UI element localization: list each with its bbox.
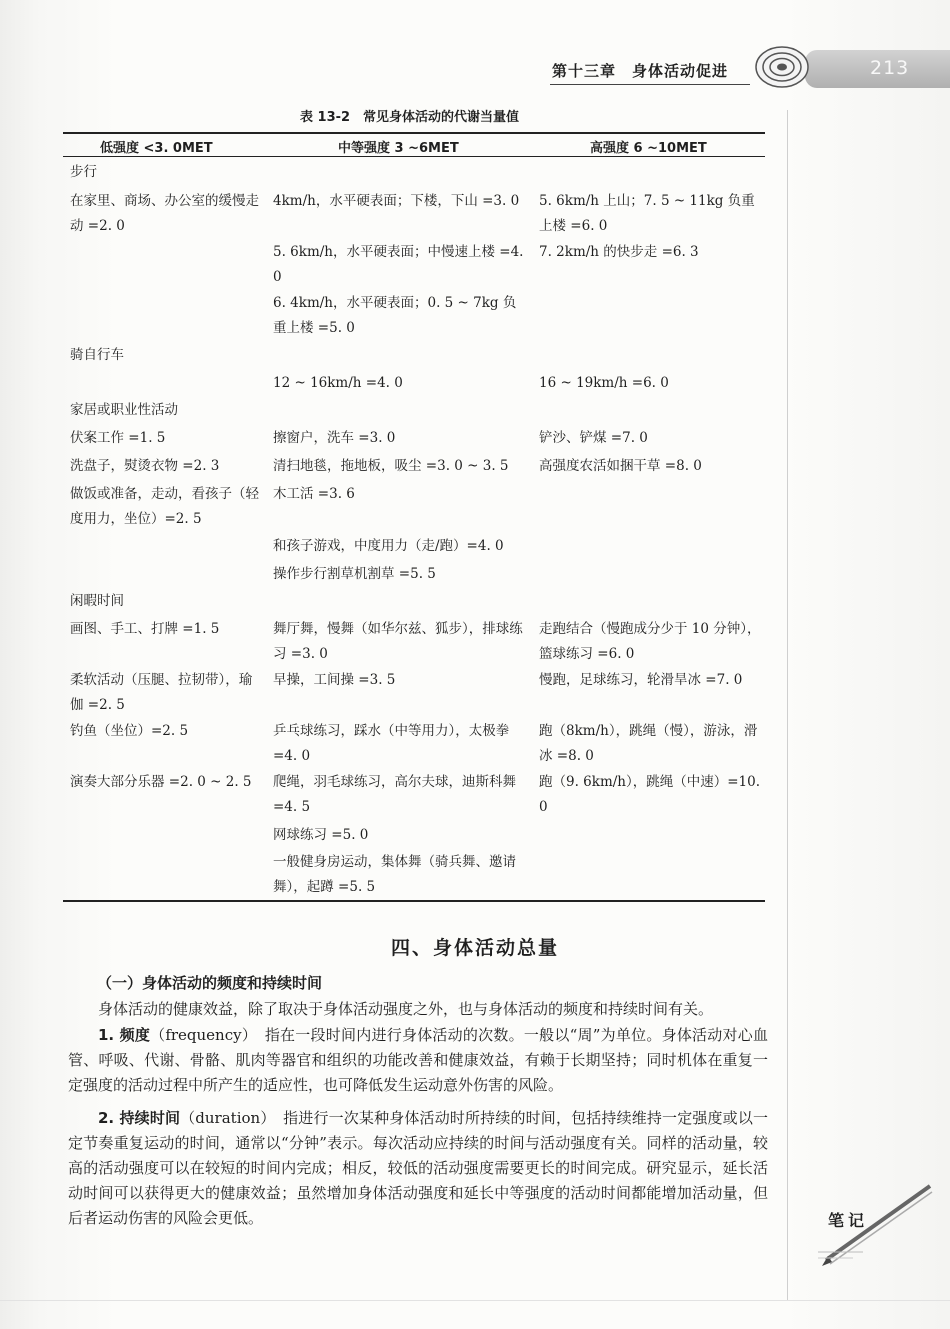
moderate-cell: 操作步行割草机割草 =5. 5 [273,566,436,582]
moderate-cell: 4km/h，水平硬表面；下楼，下山 =3. 0 [273,193,520,209]
duration-text: 指进行一次某种身体活动时所持续的时间，包括持续维持一定强度或以一定节奏重复运动的时间，通常以“分钟”表示。每次活动应持续的时间与活动强度有关。同样的活动量，较高的活动强度可以在较短的时间内完成；相反，较低的活动强度需要更长的时间完成。研究显示，延长活动时间可以获得更大的健康效益；虽然增加身体活动强度和延长中等强度的活动时间都能增加活动量，但后者运动伤害的风险会更低。 [68,1109,768,1227]
bottom-edge-rule [0,1300,950,1301]
low-cell: 钓鱼（坐位）=2. 5 [70,723,189,739]
low-cell: 柔软活动（压腿、拉韧带），瑜伽 =2. 5 [70,672,253,713]
high-cell: 铲沙、铲煤 =7. 0 [539,430,648,446]
header-rule [550,84,750,85]
moderate-cell: 擦窗户，洗车 =3. 0 [273,430,396,446]
intro-paragraph: 身体活动的健康效益，除了取决于身体活动强度之外，也与身体活动的频度和持续时间有关。 [98,1000,714,1018]
moderate-cell: 网球练习 =5. 0 [273,827,369,843]
margin-rule [787,110,788,1300]
table-caption: 表 13-2 常见身体活动的代谢当量值 [300,110,520,125]
duration-label: 2. 持续时间 [98,1109,181,1127]
duration-term: （duration） [180,1109,268,1127]
frequency-paragraph [68,1023,768,1098]
moderate-cell: 清扫地毯，拖地板，吸尘 =3. 0 ~ 3. 5 [273,458,509,474]
category-cycling: 骑自行车 [70,347,124,363]
moderate-cell: 早操，工间操 =3. 5 [273,672,396,688]
category-household: 家居或职业性活动 [70,402,178,418]
table-header-rule [63,156,765,157]
section-title: 四、身体活动总量 [390,937,559,959]
moderate-cell: 木工活 =3. 6 [273,486,355,502]
table-top-rule [63,132,765,134]
low-cell: 画图、手工、打牌 =1. 5 [70,621,220,637]
high-cell: 5. 6km/h 上山；7. 5 ~ 11kg 负重上楼 =6. 0 [539,193,755,234]
subsection-title: （一）身体活动的频度和持续时间 [97,974,323,992]
high-cell: 跑（8km/h），跳绳（慢），游泳，滑冰 =8. 0 [539,723,758,764]
moderate-cell: 和孩子游戏，中度用力（走/跑）=4. 0 [273,538,504,554]
moderate-cell: 12 ~ 16km/h =4. 0 [273,375,403,391]
chapter-title: 第十三章 身体活动促进 [552,62,729,80]
notes-label: 笔记 [828,1211,869,1230]
low-cell: 做饭或准备，走动，看孩子（轻度用力，坐位）=2. 5 [70,486,259,527]
frequency-text: 指在一段时间内进行身体活动的次数。一般以“周”为单位。身体活动对心血管、呼吸、代谢、骨骼、肌肉等器官和组织的功能改善和健康效益，有赖于长期坚持；同时机体在重复一定强度的活动过程中所产生的适应性，也可降低发生运动意外伤害的风险。 [68,1026,769,1094]
frequency-label: 1. 频度 [98,1026,151,1044]
table-bottom-rule [63,900,765,902]
moderate-cell: 乒乓球练习，踩水（中等用力），太极拳 =4. 0 [273,723,510,764]
moderate-cell: 舞厅舞，慢舞（如华尔兹、狐步），排球练习 =3. 0 [273,621,523,662]
category-walking: 步行 [70,164,97,180]
high-cell: 慢跑，足球练习，轮滑旱冰 =7. 0 [539,672,743,688]
low-cell: 伏案工作 =1. 5 [70,430,166,446]
low-cell: 演奏大部分乐器 =2. 0 ~ 2. 5 [70,774,252,790]
high-cell: 跑（9. 6km/h），跳绳（中速）=10. 0 [539,774,761,815]
page-number: 213 [870,57,910,79]
column-header-high: 高强度 6 ~10MET [590,141,707,156]
column-header-moderate: 中等强度 3 ~6MET [338,141,459,156]
high-cell: 7. 2km/h 的快步走 =6. 3 [539,244,699,260]
low-cell: 洗盘子，熨烫衣物 =2. 3 [70,458,220,474]
high-cell: 16 ~ 19km/h =6. 0 [539,375,669,391]
spiral-logo-icon [752,42,812,92]
moderate-cell: 爬绳，羽毛球练习，高尔夫球，迪斯科舞 =4. 5 [273,774,516,815]
frequency-term: （frequency） [150,1026,250,1044]
low-cell: 在家里、商场、办公室的缓慢走动 =2. 0 [70,193,259,234]
column-header-low: 低强度 <3. 0MET [100,141,213,156]
high-cell: 走跑结合（慢跑成分少于 10 分钟），篮球练习 =6. 0 [539,621,761,662]
high-cell: 高强度农活如捆干草 =8. 0 [539,458,702,474]
moderate-cell: 6. 4km/h，水平硬表面；0. 5 ~ 7kg 负重上楼 =5. 0 [273,295,517,336]
category-leisure: 闲暇时间 [70,593,124,609]
moderate-cell: 5. 6km/h，水平硬表面；中慢速上楼 =4. 0 [273,244,524,285]
moderate-cell: 一般健身房运动，集体舞（骑兵舞、邀请舞），起蹲 =5. 5 [273,854,516,895]
duration-paragraph [68,1106,768,1231]
